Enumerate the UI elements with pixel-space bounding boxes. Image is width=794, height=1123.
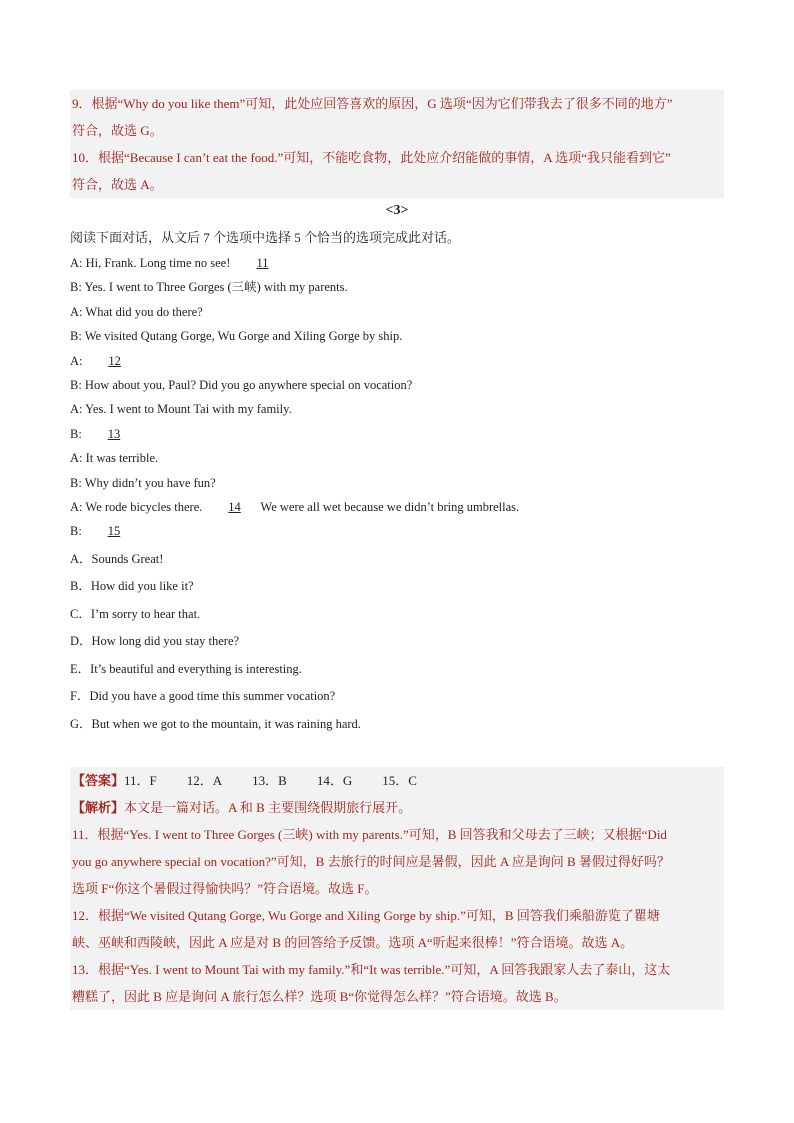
dialog-line: A: It was terrible. [70,451,159,466]
option-g: G．But when we got to the mountain, it was raining hard. [70,716,361,731]
dialog-line: B: Yes. I went to Three Gorges (三峡) with my parents. [70,280,348,295]
analysis-tag: 【解析】 [72,800,125,816]
answer-item: 14．G [316,773,353,789]
analysis-line: 13．根据“Yes. I went to Mount Tai with my family.”和“It was terrible.”可知，A 回答我跟家人去了泰山，这太 [72,962,671,978]
analysis-intro-line: 【解析】本文是一篇对话。A 和 B 主要围绕假期旅行展开。 [72,800,412,816]
analysis-line: 选项 F“你这个暑假过得愉快吗？”符合语境。故选 F。 [72,881,378,897]
blank-15: 15 [107,524,121,539]
instruction: 阅读下面对话，从文后 7 个选项中选择 5 个恰当的选项完成此对话。 [70,230,461,245]
analysis-line: you go anywhere special on vocation?”可知，B 去旅行的时间应是暑假，因此 A 应是询问 B 暑假过得好吗？ [72,854,670,870]
answer-item: 12．A [186,773,223,789]
section-title: <3> [385,203,409,218]
explanation-9-line-2: 符合，故选 G。 [72,123,163,138]
answer-item: 15．C [382,773,417,789]
blank-11: 11 [256,256,269,270]
answer-and-analysis [70,767,724,1010]
option-b: B．How did you like it? [70,579,194,594]
dialog [70,251,724,544]
option-d: D．How long did you stay there? [70,634,240,649]
option-a: A．Sounds Great! [70,551,164,566]
blank-12: 12 [108,353,121,368]
analysis-line: 11．根据“Yes. I went to Three Gorges (三峡) with my parents.”可知，B 回答我和父母去了三峡；又根据“Did [72,827,667,843]
option-f: F．Did you have a good time this summer vocation? [70,689,336,704]
option-e: E．It’s beautiful and everything is interesting. [70,661,302,676]
analysis-line: 12．根据“We visited Qutang Gorge, Wu Gorge and Xiling Gorge by ship.”可知，B 回答我们乘船游览了瞿塘 [72,908,660,924]
explanation-9-line-1: 9．根据“Why do you like them”可知，此处应回答喜欢的原因，G 选项“因为它们带我去了很多不同的地方” [72,96,673,111]
dialog-line: B: How about you, Paul? Did you go anywhere special on vocation? [70,378,413,393]
dialog-line: A: 12 [70,349,724,373]
blank-13: 13 [107,426,121,441]
dialog-line: A: Hi, Frank. Long time no see! 11 [70,251,724,275]
dialog-line: B: We visited Qutang Gorge, Wu Gorge and Xiling Gorge by ship. [70,329,403,344]
dialog-line: A: Yes. I went to Mount Tai with my family. [70,402,292,417]
analysis-line: 峡、巫峡和西陵峡，因此 A 应是对 B 的回答给予反馈。选项 A“听起来很棒！”符合语境。故选 A。 [72,935,634,951]
options-list [70,546,724,739]
answer-tag: 【答案】 [72,773,125,789]
previous-explanations [70,90,724,198]
dialog-line: A: What did you do there? [70,304,203,319]
explanation-10-line-1: 10．根据“Because I can’t eat the food.”可知，不能吃食物，此处应介绍能做的事情，A 选项“我只能看到它” [72,150,671,165]
dialog-line: B: 15 [70,519,724,543]
answer-line [70,767,724,794]
explanation-10-line-2: 符合，故选 A。 [72,177,163,192]
option-c: C．I’m sorry to hear that. [70,606,201,621]
answer-item: 13．B [252,773,287,789]
analysis-line: 糟糕了，因此 B 应是询问 A 旅行怎么样？选项 B“你觉得怎么样？”符合语境。故选 B。 [72,989,567,1005]
document-page [70,90,724,1010]
dialog-line: B: 13 [70,422,724,446]
blank-14: 14 [228,500,241,515]
answer-item: 11．F [124,773,157,789]
dialog-line: B: Why didn’t you have fun? [70,475,216,490]
dialog-line: A: We rode bicycles there. 14 We were all wet because we didn’t bring umbrellas. [70,495,724,519]
